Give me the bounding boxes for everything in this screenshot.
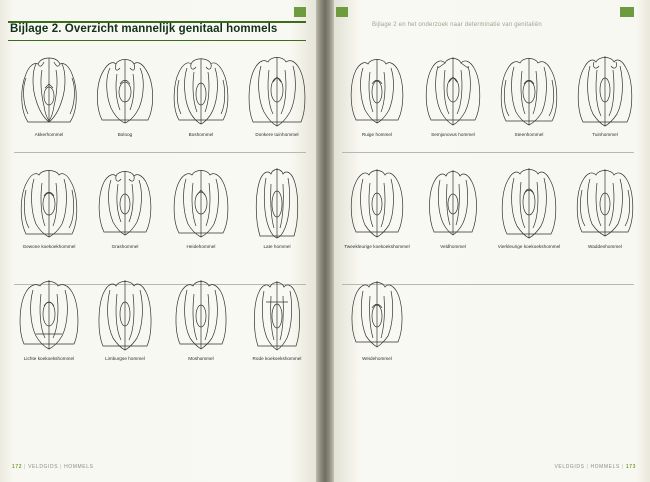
- genitalia-figure: [14, 160, 84, 250]
- page-title: Bijlage 2. Overzicht mannelijk genitaal hommels: [10, 23, 278, 35]
- figure-caption: Boshommel: [188, 132, 214, 137]
- header-bar-segment: [294, 7, 306, 17]
- genitalia-figure: [90, 272, 160, 362]
- left-header-bar: [8, 7, 306, 17]
- genitalia-diagram-icon: [242, 272, 312, 354]
- figure-row: [14, 160, 306, 250]
- figure-row: [342, 48, 634, 138]
- genitalia-diagram-icon: [14, 272, 84, 354]
- header-bar-segment: [620, 7, 634, 17]
- figure-caption: Lichte koekoekshommel: [23, 356, 75, 361]
- right-figure-grid: [342, 48, 634, 362]
- genitalia-diagram-icon: [342, 48, 412, 130]
- genitalia-diagram-icon: [494, 160, 564, 242]
- genitalia-figure: [14, 272, 84, 362]
- genitalia-diagram-icon: [342, 160, 412, 242]
- figure-caption: Limburgse hommel: [105, 356, 145, 361]
- genitalia-figure: [418, 48, 488, 138]
- figure-caption: Gewone koekoekhommel: [22, 244, 76, 249]
- title-bottom-rule: [8, 40, 306, 41]
- genitalia-diagram-icon: [14, 160, 84, 242]
- figure-caption: Rode koekoekshommel: [252, 356, 302, 361]
- genitalia-figure: [242, 160, 312, 250]
- figure-caption: Weidehommel: [362, 356, 392, 361]
- figure-caption: Semjonovus hommel: [431, 132, 475, 137]
- genitalia-diagram-icon: [342, 272, 412, 354]
- figure-row: [14, 272, 306, 362]
- right-running-head: Bijlage 2 en het onderzoek naar determinatie van genitaliën: [372, 22, 542, 28]
- right-header-bar: [336, 7, 634, 17]
- figure-caption: Heidehommel: [186, 244, 216, 249]
- figure-caption: Moshommel: [188, 356, 214, 361]
- genitalia-figure: [494, 48, 564, 138]
- figure-caption: Late hommel: [263, 244, 291, 249]
- genitalia-diagram-icon: [570, 48, 640, 130]
- left-footer-series: VELDGIDS: [28, 464, 59, 470]
- right-footer-series: VELDGIDS: [554, 464, 585, 470]
- genitalia-figure: [14, 48, 84, 138]
- figure-caption: Akkerhommel: [34, 132, 64, 137]
- left-page-number: 172: [12, 464, 23, 470]
- figure-caption: Vierkleurige koekoekshommel: [497, 244, 561, 249]
- right-footer-subject: HOMMELS: [590, 464, 620, 470]
- figure-row: [342, 272, 634, 362]
- right-page-number: 173: [625, 464, 636, 470]
- figure-caption: Tweekleurige koekoekshommel: [344, 244, 410, 249]
- genitalia-figure: [166, 48, 236, 138]
- figure-caption: Grashommel: [111, 244, 139, 249]
- row-divider: [342, 152, 634, 153]
- book-gutter: [316, 0, 334, 482]
- genitalia-diagram-icon: [242, 48, 312, 130]
- genitalia-diagram-icon: [418, 48, 488, 130]
- figure-row: [14, 48, 306, 138]
- header-bar-segment: [336, 7, 348, 17]
- figure-caption: Ruige hommel: [361, 132, 393, 137]
- left-page-footer: 172 | VELDGIDS | HOMMELS: [12, 464, 94, 470]
- genitalia-figure: [166, 160, 236, 250]
- genitalia-diagram-icon: [90, 272, 160, 354]
- figure-caption: Donkere tuinhommel: [255, 132, 299, 137]
- genitalia-figure: [342, 272, 412, 362]
- genitalia-figure: [570, 48, 640, 138]
- right-page-footer: VELDGIDS | HOMMELS | 173: [554, 464, 636, 470]
- genitalia-diagram-icon: [570, 160, 640, 242]
- figure-row: [342, 160, 634, 250]
- figure-caption: Steenhommel: [514, 132, 544, 137]
- figure-caption: Waddenhommel: [588, 244, 622, 249]
- genitalia-figure: [342, 160, 412, 250]
- genitalia-figure: [90, 160, 160, 250]
- genitalia-diagram-icon: [166, 160, 236, 242]
- genitalia-diagram-icon: [90, 160, 160, 242]
- genitalia-diagram-icon: [166, 272, 236, 354]
- left-footer-subject: HOMMELS: [64, 464, 94, 470]
- genitalia-figure: [166, 272, 236, 362]
- genitalia-figure: [342, 48, 412, 138]
- left-figure-grid: [14, 48, 306, 362]
- genitalia-diagram-icon: [242, 160, 312, 242]
- figure-caption: Boloog: [117, 132, 133, 137]
- genitalia-figure: [90, 48, 160, 138]
- genitalia-figure: [242, 272, 312, 362]
- genitalia-diagram-icon: [14, 48, 84, 130]
- genitalia-figure: [570, 160, 640, 250]
- figure-caption: Veldhommel: [440, 244, 466, 249]
- figure-caption: Tuinhommel: [592, 132, 618, 137]
- genitalia-diagram-icon: [166, 48, 236, 130]
- genitalia-figure: [242, 48, 312, 138]
- genitalia-diagram-icon: [90, 48, 160, 130]
- genitalia-figure: [418, 160, 488, 250]
- genitalia-figure: [494, 160, 564, 250]
- genitalia-diagram-icon: [494, 48, 564, 130]
- genitalia-diagram-icon: [418, 160, 488, 242]
- row-divider: [14, 152, 306, 153]
